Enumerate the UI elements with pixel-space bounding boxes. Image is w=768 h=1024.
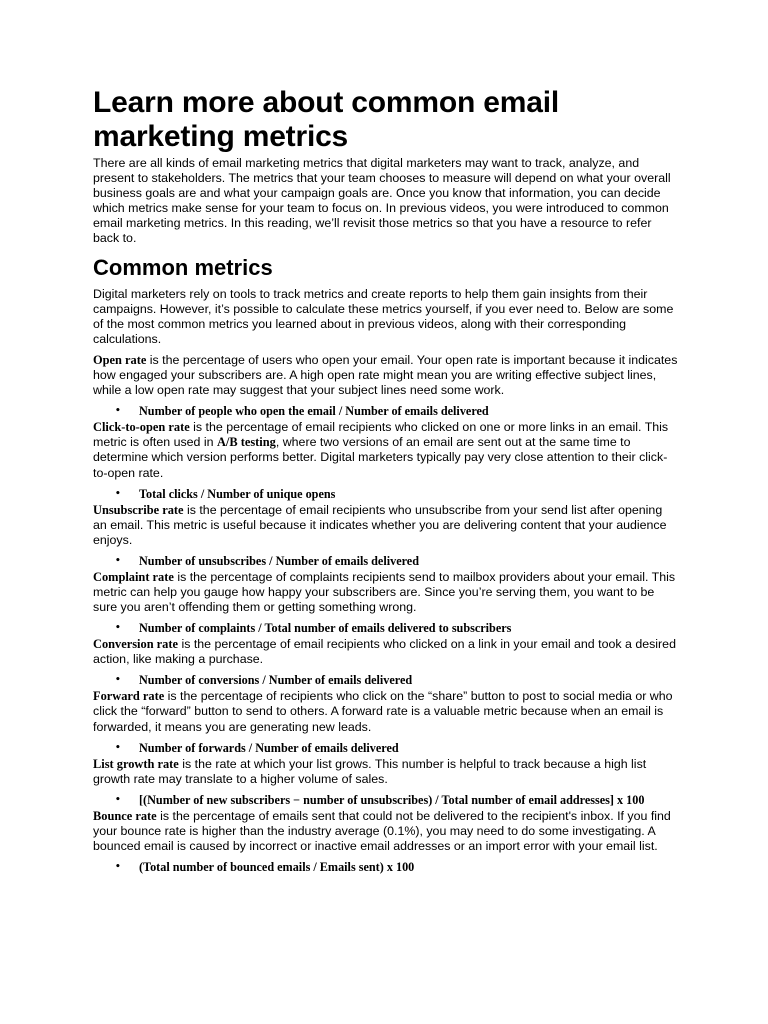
- metric-formula: • [(Number of new subscribers − number of unsubscribes) / Total number of email addresses] x 100: [115, 792, 645, 807]
- metric-formula: • Number of unsubscribes / Number of emails delivered: [115, 553, 419, 568]
- metric-term: Unsubscribe rate: [93, 502, 184, 517]
- metric-formula: • Number of people who open the email / Number of emails delivered: [115, 404, 489, 419]
- bullet-icon: •: [115, 675, 121, 686]
- bullet-icon: •: [115, 862, 121, 873]
- metric-term: Forward rate: [93, 689, 165, 704]
- metric-description: is the percentage of complaints recipients send to mailbox providers about your email. This metric can help you gauge how happy your subscribers are. Since you’re serving them, you want to be sure you aren’t offending them or getting something wrong.: [93, 569, 676, 615]
- section-intro-paragraph: Digital marketers rely on tools to track metrics and create reports to help them gain insights from their campaigns. However, it’s possible to calculate these metrics yourself, if you ever need to. Below are some of the most common metrics you learned about in previous videos, along with their corresponding calculations.: [93, 286, 674, 346]
- metric-term: Open rate: [93, 352, 147, 367]
- metric-description: is the percentage of recipients who click on the “share” button to post to social media or who click the “forward” button to send to others. A forward rate is a valuable metric because when an email is forwarded, it means you are generating new leads.: [93, 689, 673, 734]
- bullet-icon: •: [115, 623, 121, 634]
- intro-paragraph: There are all kinds of email marketing metrics that digital marketers may want to track, analyze, and present to stakeholders. The metrics that your team chooses to measure will depend on what your overall business goals are and what your campaign goals are. Once you know that information, you can decide which metrics make sense for your team to focus on. In previous videos, you were introduced to common email marketing metrics. In this reading, we’ll revisit those metrics so that you have a resource to refer back to.: [93, 156, 671, 246]
- bullet-icon: •: [115, 488, 121, 499]
- bullet-icon: •: [115, 406, 121, 417]
- metric-open-rate: [93, 353, 678, 418]
- metric-formula: • Total clicks / Number of unique opens: [115, 486, 336, 501]
- bullet-icon: •: [115, 794, 121, 805]
- metric-formula: • Number of complaints / Total number of emails delivered to subscribers: [115, 621, 512, 636]
- metric-term: List growth rate: [93, 756, 179, 771]
- metric-description: is the percentage of email recipients who clicked on a link in your email and took a desired action, like making a purchase.: [93, 637, 676, 667]
- metric-formula: • Number of conversions / Number of emails delivered: [115, 673, 413, 688]
- metric-unsubscribe-rate: [93, 503, 678, 568]
- metric-term: Click-to-open rate: [93, 420, 190, 435]
- metric-click-to-open-rate: [93, 420, 678, 500]
- metric-term: Conversion rate: [93, 637, 178, 652]
- metric-description: is the rate at which your list grows. This number is helpful to track because a high list growth rate may translate to a higher volume of sales.: [93, 756, 647, 786]
- metric-term: Bounce rate: [93, 808, 157, 823]
- metric-forward-rate: [93, 689, 678, 754]
- metric-description: is the percentage of email recipients who unsubscribe from your send list after opening an email. This metric is useful because it indicates whether you are delivering content that your audience enjoys.: [93, 502, 667, 547]
- metric-list-growth-rate: [93, 757, 678, 807]
- bullet-icon: •: [115, 742, 121, 753]
- metric-description-cont: , where two versions of an email are sent out at the same time to determine which version performs better. Digital marketers typically pay very close attention to their click-to-open rate.: [93, 435, 668, 480]
- section-heading: Common metrics: [93, 254, 273, 280]
- metric-description: is the percentage of email recipients who clicked on one or more links in an email. This metric is often used in: [93, 420, 669, 450]
- bullet-icon: •: [115, 555, 121, 566]
- metric-term: Complaint rate: [93, 569, 174, 584]
- page-title: Learn more about common email marketing metrics: [93, 86, 559, 153]
- metric-complaint-rate: [93, 570, 678, 635]
- metric-formula: • Number of forwards / Number of emails delivered: [115, 740, 399, 755]
- metric-conversion-rate: [93, 637, 678, 687]
- metric-description: is the percentage of emails sent that could not be delivered to the recipient's inbox. If you find your bounce rate is higher than the industry average (0.1%), you may need to do some investigating. A bounced email is caused by incorrect or inactive email addresses or an import error with your email list.: [93, 808, 671, 853]
- metric-description: is the percentage of users who open your email. Your open rate is important because it indicates how engaged your subscribers are. A high open rate might mean you are writing effective subject lines, while a low open rate may suggest that your subject lines need some work.: [93, 352, 678, 398]
- inline-term: A/B testing: [216, 435, 276, 450]
- metric-bounce-rate: [93, 809, 678, 874]
- metric-formula: • (Total number of bounced emails / Emails sent) x 100: [115, 860, 415, 875]
- document-page: [93, 86, 678, 876]
